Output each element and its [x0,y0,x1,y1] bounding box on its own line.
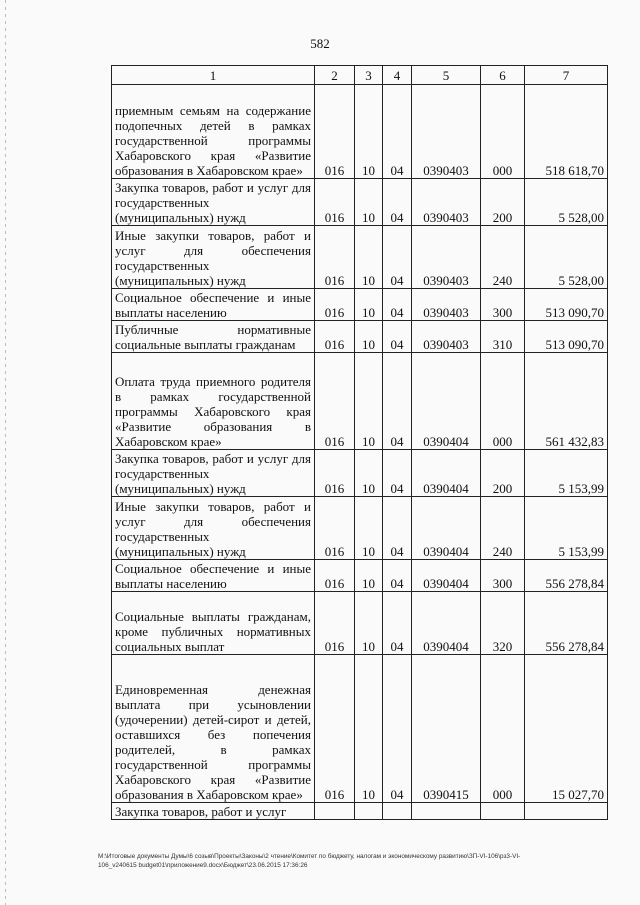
row-target-article: 0390403 [412,226,481,289]
row-amount: 556 278,84 [525,560,608,592]
table-row [112,226,608,289]
row-section-code [355,803,383,820]
scan-edge-mark [5,0,6,905]
row-target-article: 0390404 [412,450,481,497]
row-description: Закупка товаров, работ и услуг для государственных (муниципальных) нужд [112,450,315,497]
row-expense-type: 240 [481,226,525,289]
header-col-7: 7 [525,66,608,85]
table-header-row [112,66,608,85]
table-row [112,353,608,450]
row-ministry-code: 016 [315,560,355,592]
row-ministry-code: 016 [315,321,355,353]
row-amount: 5 153,99 [525,497,608,560]
row-target-article [412,803,481,820]
row-ministry-code: 016 [315,289,355,321]
row-description: Социальное обеспечение и иные выплаты населению [112,289,315,321]
row-subsection-code: 04 [383,179,412,226]
row-expense-type: 200 [481,450,525,497]
budget-table [111,65,608,820]
row-subsection-code: 04 [383,85,412,179]
row-target-article: 0390404 [412,353,481,450]
row-amount: 5 528,00 [525,179,608,226]
table-row [112,179,608,226]
table-row [112,497,608,560]
row-subsection-code: 04 [383,592,412,655]
row-description: Закупка товаров, работ и услуг [112,803,315,820]
row-target-article: 0390403 [412,321,481,353]
row-section-code: 10 [355,560,383,592]
row-subsection-code: 04 [383,655,412,803]
row-section-code: 10 [355,353,383,450]
row-description: Иные закупки товаров, работ и услуг для обеспечения государственных (муниципальных) нужд [112,226,315,289]
row-description: Закупка товаров, работ и услуг для государственных (муниципальных) нужд [112,179,315,226]
row-description: Иные закупки товаров, работ и услуг для обеспечения государственных (муниципальных) нужд [112,497,315,560]
table-row [112,289,608,321]
row-section-code: 10 [355,655,383,803]
row-target-article: 0390404 [412,560,481,592]
row-description: Единовременная денежная выплата при усыновлении (удочерении) детей-сирот и детей, оставшихся без попечения родителей, в рамках государственной программы Хабаровского края «Развитие образования в Хабаровском крае» [112,655,315,803]
page-number: 582 [310,36,330,51]
row-target-article: 0390403 [412,179,481,226]
row-expense-type: 000 [481,353,525,450]
row-target-article: 0390403 [412,85,481,179]
row-expense-type [481,803,525,820]
row-section-code: 10 [355,450,383,497]
header-col-1: 1 [112,66,315,85]
row-ministry-code: 016 [315,85,355,179]
row-subsection-code: 04 [383,450,412,497]
row-expense-type: 300 [481,289,525,321]
row-expense-type: 000 [481,85,525,179]
row-expense-type: 200 [481,179,525,226]
row-amount: 5 153,99 [525,450,608,497]
row-section-code: 10 [355,592,383,655]
row-ministry-code: 016 [315,497,355,560]
row-section-code: 10 [355,226,383,289]
row-description: Социальные выплаты гражданам, кроме публичных нормативных социальных выплат [112,592,315,655]
row-subsection-code [383,803,412,820]
row-section-code: 10 [355,289,383,321]
row-amount: 556 278,84 [525,592,608,655]
row-expense-type: 320 [481,592,525,655]
row-amount: 513 090,70 [525,321,608,353]
row-description: приемным семьям на содержание подопечных детей в рамках государственной программы Хабаровского края «Развитие образования в Хабаровском крае» [112,85,315,179]
row-section-code: 10 [355,497,383,560]
header-col-2: 2 [315,66,355,85]
row-expense-type: 300 [481,560,525,592]
header-col-6: 6 [481,66,525,85]
row-subsection-code: 04 [383,353,412,450]
header-col-5: 5 [412,66,481,85]
table-row [112,85,608,179]
row-expense-type: 310 [481,321,525,353]
row-target-article: 0390415 [412,655,481,803]
row-section-code: 10 [355,85,383,179]
row-expense-type: 240 [481,497,525,560]
file-path-footer [98,852,626,870]
footer-path-line: M:\Итоговые документы Думы\6 созыв\Проекты\Законы\2 чтение\Комитет по бюджету, налогам и экономическому развитию\ЗП-VI-106\рз3-VI- [98,853,521,860]
table-row [112,803,608,820]
row-target-article: 0390404 [412,592,481,655]
table-row [112,655,608,803]
row-amount: 15 027,70 [525,655,608,803]
row-description: Социальное обеспечение и иные выплаты населению [112,560,315,592]
header-col-3: 3 [355,66,383,85]
row-amount: 518 618,70 [525,85,608,179]
row-amount: 5 528,00 [525,226,608,289]
row-ministry-code: 016 [315,592,355,655]
row-amount: 513 090,70 [525,289,608,321]
row-amount [525,803,608,820]
row-target-article: 0390403 [412,289,481,321]
row-ministry-code: 016 [315,655,355,803]
footer-path-line: 106_v240615 budget01\приложение9.docx\Бюджет\23.06.2015 17:36:26 [98,862,308,869]
row-ministry-code: 016 [315,179,355,226]
row-subsection-code: 04 [383,497,412,560]
row-ministry-code: 016 [315,226,355,289]
table-row [112,560,608,592]
row-section-code: 10 [355,321,383,353]
row-ministry-code: 016 [315,450,355,497]
row-subsection-code: 04 [383,226,412,289]
table-row [112,592,608,655]
table-row [112,450,608,497]
row-ministry-code [315,803,355,820]
row-subsection-code: 04 [383,289,412,321]
row-ministry-code: 016 [315,353,355,450]
row-target-article: 0390404 [412,497,481,560]
row-section-code: 10 [355,179,383,226]
row-amount: 561 432,83 [525,353,608,450]
row-description: Оплата труда приемного родителя в рамках государственной программы Хабаровского края «Развитие образования в Хабаровском крае» [112,353,315,450]
row-expense-type: 000 [481,655,525,803]
row-description: Публичные нормативные социальные выплаты гражданам [112,321,315,353]
row-subsection-code: 04 [383,321,412,353]
header-col-4: 4 [383,66,412,85]
table-row [112,321,608,353]
row-subsection-code: 04 [383,560,412,592]
